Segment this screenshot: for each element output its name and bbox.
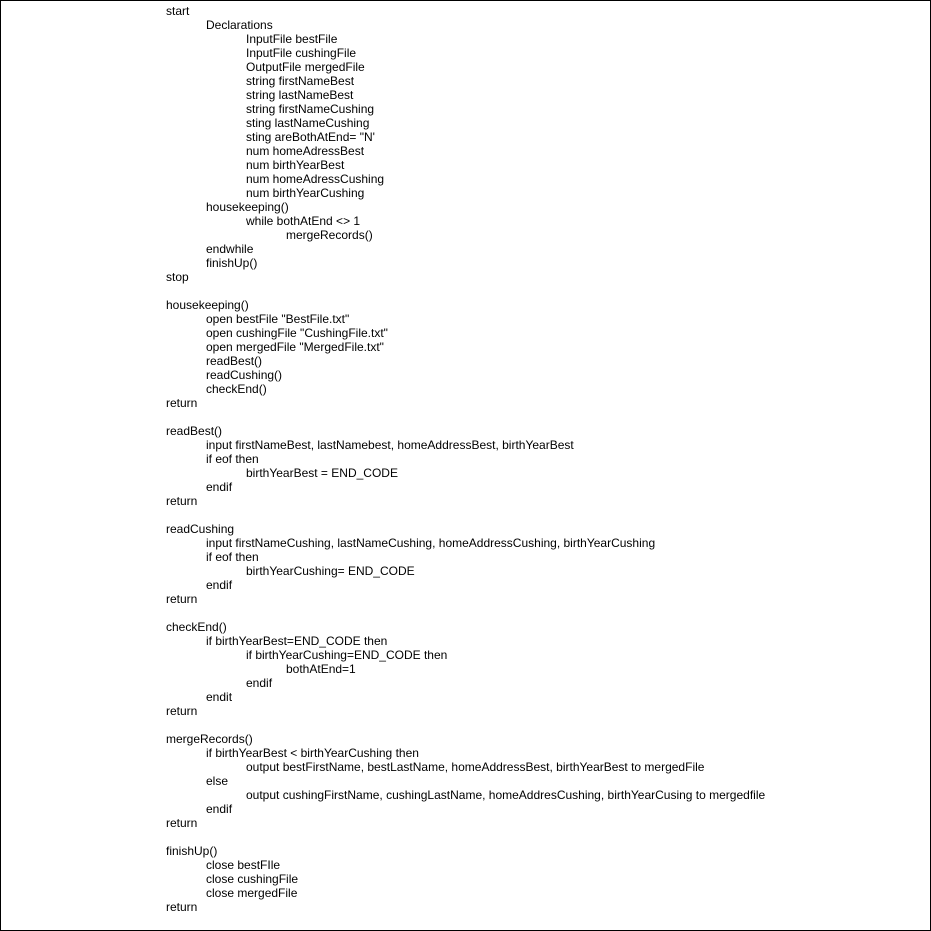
code-line: return bbox=[166, 592, 198, 606]
code-line bbox=[166, 284, 765, 298]
code-line: num birthYearCushing bbox=[246, 186, 365, 200]
code-line bbox=[166, 410, 765, 424]
code-line: input firstNameCushing, lastNameCushing, homeAddressCushing, birthYearCushing bbox=[206, 536, 656, 550]
code-line: if eof then bbox=[206, 452, 259, 466]
code-line bbox=[166, 718, 765, 732]
code-line: start bbox=[166, 4, 190, 18]
code-line: open cushingFile "CushingFile.txt" bbox=[206, 326, 388, 340]
code-line: InputFile bestFile bbox=[246, 32, 338, 46]
code-line: string firstNameCushing bbox=[246, 102, 375, 116]
code-line: return bbox=[166, 494, 198, 508]
code-line: while bothAtEnd <> 1 bbox=[246, 214, 361, 228]
code-line: if birthYearCushing=END_CODE then bbox=[246, 648, 448, 662]
code-line: OutputFile mergedFile bbox=[246, 60, 365, 74]
code-line: endwhile bbox=[206, 242, 254, 256]
code-line: sting lastNameCushing bbox=[246, 116, 370, 130]
code-line: Declarations bbox=[206, 18, 273, 32]
code-line: readCushing() bbox=[206, 368, 283, 382]
code-line: checkEnd() bbox=[206, 382, 267, 396]
code-line: num homeAdressBest bbox=[246, 144, 365, 158]
code-line: birthYearBest = END_CODE bbox=[246, 466, 398, 480]
code-line: close bestFIle bbox=[206, 858, 281, 872]
code-line: open mergedFile "MergedFile.txt" bbox=[206, 340, 384, 354]
code-line: endit bbox=[206, 690, 233, 704]
code-line: bothAtEnd=1 bbox=[286, 662, 356, 676]
code-line: InputFile cushingFile bbox=[246, 46, 357, 60]
code-line: if birthYearBest=END_CODE then bbox=[206, 634, 388, 648]
code-line: input firstNameBest, lastNamebest, homeAddressBest, birthYearBest bbox=[206, 438, 574, 452]
code-line: finishUp() bbox=[206, 256, 258, 270]
code-line: if eof then bbox=[206, 550, 259, 564]
code-line: output cushingFirstName, cushingLastName, homeAddresCushing, birthYearCusing to mergedfile bbox=[246, 788, 766, 802]
code-line: mergeRecords() bbox=[286, 228, 373, 242]
code-line: num homeAdressCushing bbox=[246, 172, 385, 186]
code-line: output bestFirstName, bestLastName, homeAddressBest, birthYearBest to mergedFile bbox=[246, 760, 705, 774]
code-line: endif bbox=[206, 480, 233, 494]
code-line: endif bbox=[246, 676, 273, 690]
code-line: endif bbox=[206, 802, 233, 816]
code-line: birthYearCushing= END_CODE bbox=[246, 564, 415, 578]
code-line: readBest() bbox=[206, 354, 263, 368]
code-line: stop bbox=[166, 270, 189, 284]
code-line bbox=[166, 830, 765, 844]
code-line: return bbox=[166, 816, 198, 830]
code-line: string firstNameBest bbox=[246, 74, 355, 88]
code-line: housekeeping() bbox=[206, 200, 289, 214]
code-line: housekeeping() bbox=[166, 298, 249, 312]
code-line bbox=[166, 606, 765, 620]
code-line: readBest() bbox=[166, 424, 223, 438]
code-line: close mergedFile bbox=[206, 886, 298, 900]
code-line: return bbox=[166, 704, 198, 718]
code-line: num birthYearBest bbox=[246, 158, 345, 172]
code-line: if birthYearBest < birthYearCushing then bbox=[206, 746, 419, 760]
pseudocode-listing bbox=[166, 4, 765, 914]
code-line: close cushingFile bbox=[206, 872, 299, 886]
code-line: open bestFile "BestFile.txt" bbox=[206, 312, 350, 326]
code-line: string lastNameBest bbox=[246, 88, 354, 102]
code-line: checkEnd() bbox=[166, 620, 227, 634]
code-line: finishUp() bbox=[166, 844, 218, 858]
code-line: return bbox=[166, 396, 198, 410]
code-line: mergeRecords() bbox=[166, 732, 253, 746]
code-line: return bbox=[166, 900, 198, 914]
code-line: readCushing bbox=[166, 522, 235, 536]
code-line: endif bbox=[206, 578, 233, 592]
code-line: sting areBothAtEnd= "N' bbox=[246, 130, 375, 144]
code-line: else bbox=[206, 774, 229, 788]
code-line bbox=[166, 508, 765, 522]
